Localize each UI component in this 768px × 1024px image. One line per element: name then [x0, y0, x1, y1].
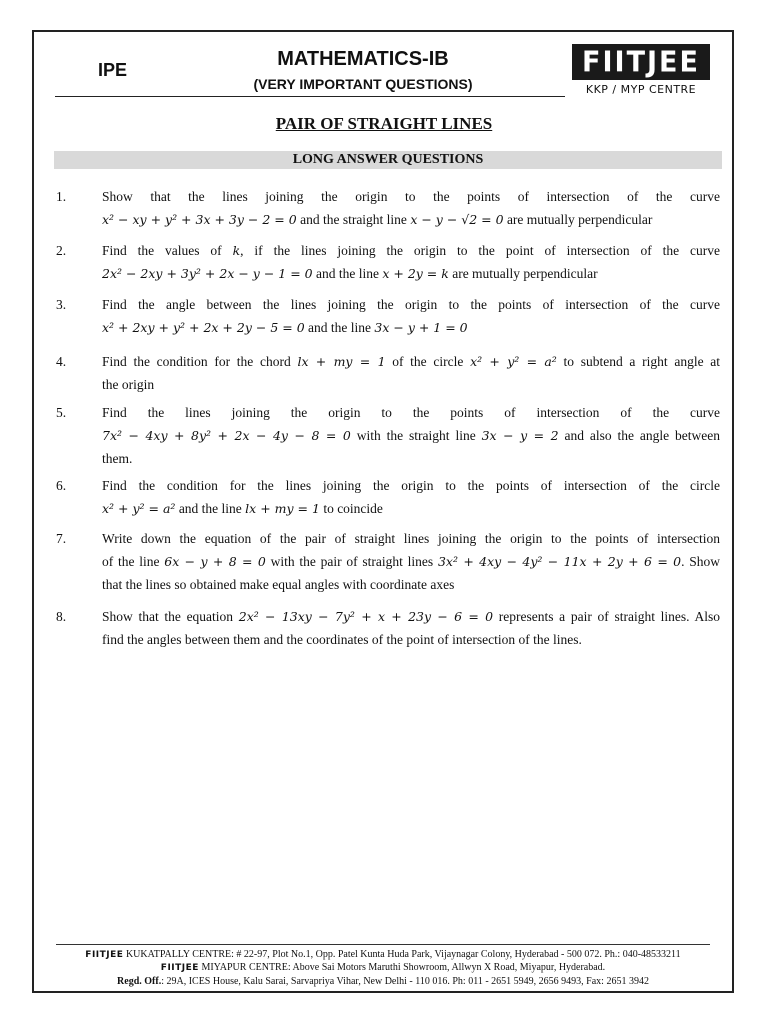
footer-divider [56, 944, 710, 945]
question-number: 2. [56, 243, 67, 258]
question-number: 5. [56, 405, 67, 420]
math-expression: k [232, 243, 241, 258]
question-text: to subtend a right angle at [556, 354, 721, 369]
page-title: MATHEMATICS-IB [277, 48, 449, 70]
question-text: and the line [304, 320, 375, 335]
course-label: IPE [98, 60, 128, 80]
footer-label: Regd. Off. [117, 976, 162, 987]
math-expression: 7x² − 4xy + 8y² + 2x − 4y − 8 = 0 [102, 428, 351, 443]
footer-line-kukatpally [36, 948, 730, 962]
math-expression: 6x − y + 8 = 0 [164, 554, 266, 569]
question-text: find the angles between them and the coordinates of the point of intersection of the lines. [102, 632, 582, 647]
math-expression: x² + y² = a² [102, 501, 176, 516]
question-number: 6. [56, 478, 67, 493]
question-number: 4. [56, 354, 67, 369]
footer-address: MIYAPUR CENTRE: Above Sai Motors Maruthi Showroom, Allwyn X Road, Miyapur, Hyderabad. [201, 962, 606, 973]
page-subtitle: (VERY IMPORTANT QUESTIONS) [253, 76, 473, 92]
header-divider [55, 96, 565, 97]
question-text: and also the angle between [558, 428, 721, 443]
question-text: are mutually perpendicular [503, 212, 653, 227]
question-text: that the lines so obtained make equal angles with coordinate axes [102, 577, 455, 592]
question-text: with the straight line [350, 428, 482, 443]
footer-address: KUKATPALLY CENTRE: # 22-97, Plot No.1, Opp. Patel Kunta Huda Park, Vijaynagar Colony, Hyderabad - 500 072. Ph.: 040-48533211 [125, 949, 681, 960]
question-text: of the circle [385, 354, 471, 369]
topic-heading: PAIR OF STRAIGHT LINES [275, 114, 493, 133]
footer-logo: FIITJEE [85, 950, 124, 960]
question-text: , if the lines joining the origin to the point of intersection of the curve [240, 243, 720, 258]
question-text: the origin [102, 377, 155, 392]
centre-label: KKP / MYP CENTRE [585, 83, 697, 96]
question-text: with the pair of straight lines [265, 554, 438, 569]
question-text: Find the condition for the chord [102, 354, 298, 369]
math-expression: 3x² + 4xy − 4y² − 11x + 2y + 6 = 0 [437, 554, 682, 569]
fiitjee-logo [572, 44, 710, 80]
math-expression: 2x² − 2xy + 3y² + 2x − y − 1 = 0 [102, 266, 313, 281]
question-text: Find the angle between the lines joining the origin to the points of intersection of the curve [102, 297, 720, 312]
footer-line-regd [36, 975, 730, 988]
question-number: 1. [56, 189, 67, 204]
math-expression: x² − xy + y² + 3x + 3y − 2 = 0 [102, 212, 297, 227]
question-text: Find the values of [102, 243, 233, 258]
question-text: and the line [175, 501, 246, 516]
question-text: to coincide [319, 501, 383, 516]
section-heading: LONG ANSWER QUESTIONS [54, 151, 722, 169]
question-number: 7. [56, 531, 67, 546]
question-text: represents a pair of straight lines. Also [493, 609, 720, 624]
footer-logo: FIITJEE [160, 963, 199, 973]
math-expression: x − y − √2 = 0 [410, 212, 504, 227]
question-text: Find the lines joining the origin to the points of intersection of the curve [102, 405, 720, 420]
question-text: Show that the equation [102, 609, 239, 624]
question-text: and the line [312, 266, 383, 281]
math-expression: 3x − y + 1 = 0 [374, 320, 468, 335]
footer-address: : 29A, ICES House, Kalu Sarai, Sarvapriya Vihar, New Delhi - 110 016. Ph: 011 - 2651 5949, 2656 9493, Fax: 2651 3942 [161, 976, 649, 987]
question-text: Show that the lines joining the origin to the points of intersection of the curve [102, 189, 720, 204]
math-expression: 2x² − 13xy − 7y² + x + 23y − 6 = 0 [238, 609, 494, 624]
math-expression: x² + y² = a² [470, 354, 557, 369]
footer-line-miyapur [36, 961, 730, 975]
question-text: Find the condition for the lines joining the origin to the points of intersection of the circle [102, 478, 720, 493]
math-expression: x² + 2xy + y² + 2x + 2y − 5 = 0 [102, 320, 305, 335]
question-text: of the line [102, 554, 165, 569]
math-expression: x + 2y = k [382, 266, 449, 281]
question-text: Write down the equation of the pair of straight lines joining the origin to the points of intersection [102, 531, 720, 546]
math-expression: lx + my = 1 [297, 354, 386, 369]
question-number: 8. [56, 609, 67, 624]
math-expression: 3x − y = 2 [481, 428, 559, 443]
question-number: 3. [56, 297, 67, 312]
question-text: . Show [681, 554, 721, 569]
question-text: and the straight line [296, 212, 411, 227]
math-expression: lx + my = 1 [245, 501, 320, 516]
question-text: are mutually perpendicular [448, 266, 598, 281]
question-text: them. [102, 451, 133, 466]
logo-text: FIITJEE [582, 45, 700, 79]
